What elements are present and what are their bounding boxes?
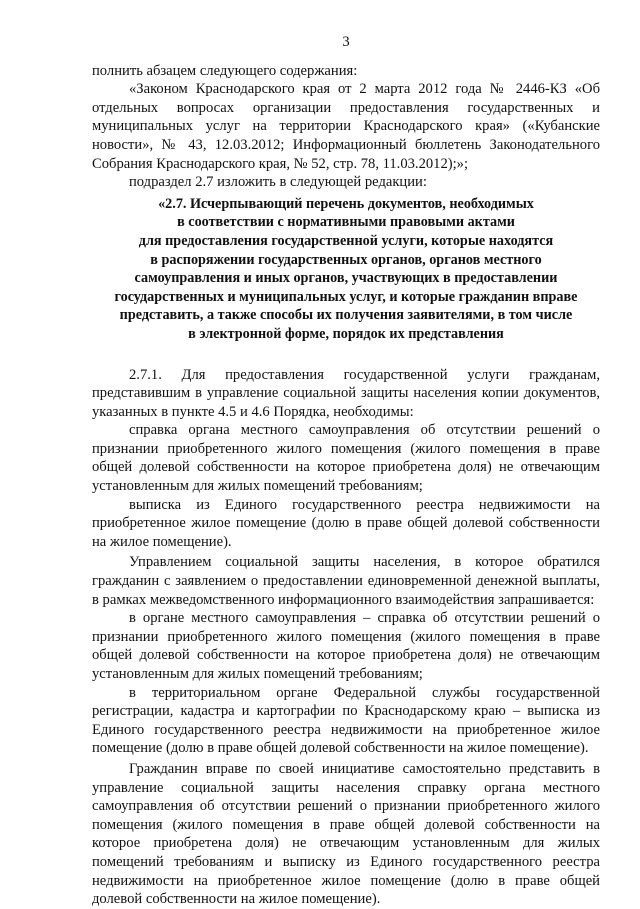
heading-line: «2.7. Исчерпывающий перечень документов, необходимых (158, 195, 534, 212)
section-heading (92, 195, 600, 344)
heading-line: представить, а также способы их получения заявителями, в том числе (119, 307, 573, 324)
paragraph-subsection-intro: подраздел 2.7 изложить в следующей редакции: (129, 174, 427, 191)
heading-line: государственных и муниципальных услуг, и которые гражданин вправе (114, 288, 578, 305)
paragraph-interagency-request: Управлением социальной защиты населения, в которое обратился гражданин с заявлением о предоставлении единовременной денежной выплаты, в рамках межведомственного информационного взаимодействия запрашивается: (92, 554, 600, 608)
page-number: 3 (342, 34, 350, 50)
paragraph-certificate: справка органа местного самоуправления об отсутствии решений о признании приобретенного жилого помещения (жилого помещения в праве общей долевой собственности на которое приобретена доля) не отвечающим установленным для жилых помещений требованиям; (92, 422, 600, 495)
paragraph-local-government: в органе местного самоуправления – справка об отсутствии решений о признании приобретенного жилого помещения (жилого помещения в праве общей долевой собственности на которое приобретена доля) не отвечающим установленным для жилых помещений требованиям; (92, 610, 600, 682)
heading-line: в распоряжении государственных органов, органов местного (150, 251, 542, 268)
paragraph-territorial-body: в территориальном органе Федеральной службы государственной регистрации, кадастра и картографии по Краснодарскому краю – выписка из Единого государственного реестра недвижимости на приобретенное жилое помещение (долю в праве общей долевой собственности на жилое помещение). (92, 684, 600, 757)
paragraph-law-quote: «Законом Краснодарского края от 2 марта 2012 года № 2446-КЗ «Об отдельных вопросах организации предоставления государственных и муниципальных услуг на территории Краснодарского края» («Кубанские новости», № 43, 12.03.2012; Информационный бюллетень Законодательного Собрания Краснодарского края, № 52, стр. 78, 11.03.2012);»; (92, 81, 600, 172)
heading-line: в электронной форме, порядок их представления (188, 325, 504, 342)
paragraph-continuation: полнить абзацем следующего содержания: (92, 62, 358, 79)
heading-line: самоуправления и иных органов, участвующих в предоставлении (134, 270, 558, 287)
paragraph-2-7-1: 2.7.1. Для предоставления государственной услуги гражданам, представившим в управление социальной защиты населения копии документов, указанных в пункте 4.5 и 4.6 Порядка, необходимы: (92, 366, 600, 420)
paragraph-citizen-right: Гражданин вправе по своей инициативе самостоятельно представить в управление социальной защиты населения справку органа местного самоуправления об отсутствии решений о признании приобретенного жилого помещения (жилого помещения в праве общей долевой собственности на которое приобретена доля) не отвечающим установленным для жилых помещений требованиям и выписку из Единого государственного реестра недвижимости на приобретенное жилое помещение (долю в праве общей долевой собственности на жилое помещение). (92, 760, 600, 908)
paragraph-registry-extract: выписка из Единого государственного реестра недвижимости на приобретенное жилое помещение (долю в праве общей долевой собственности на жилое помещение). (92, 496, 600, 550)
heading-line: для предоставления государственной услуги, которые находятся (138, 232, 554, 249)
heading-line: в соответствии с нормативными правовыми актами (177, 214, 515, 231)
